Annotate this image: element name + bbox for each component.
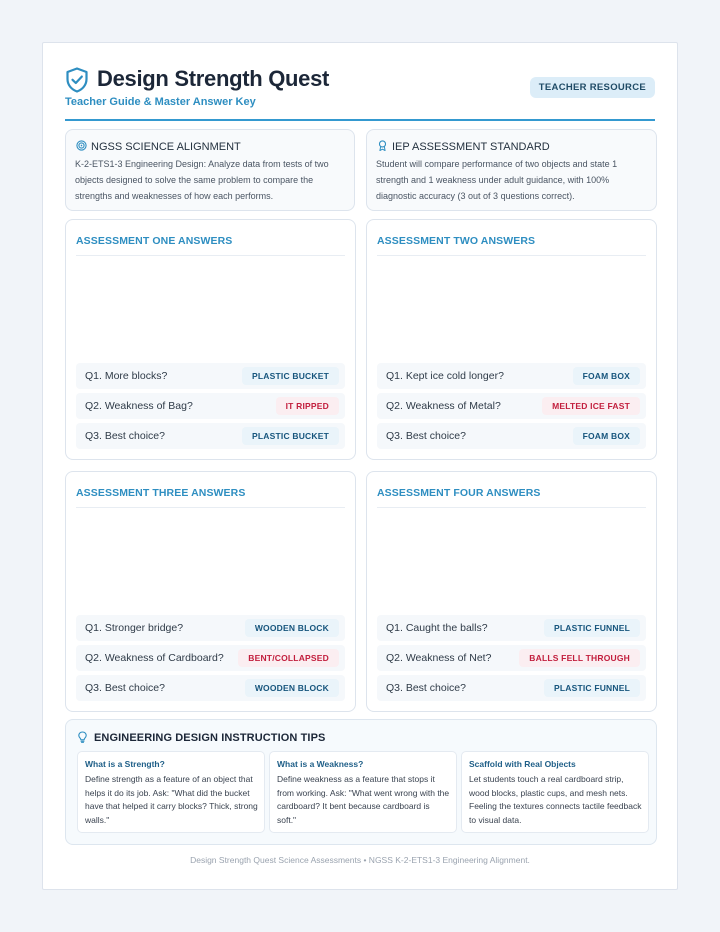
ngss-text: K-2-ETS1-3 Engineering Design: Analyze data from tests of two objects designed to solve the same problem to compare the strengths and weaknesses of how each performs. xyxy=(75,159,329,201)
tip-card xyxy=(77,751,265,833)
answer-badge: WOODEN BLOCK xyxy=(245,679,339,697)
iep-text: Student will compare performance of two objects and state 1 strength and 1 weakness under adult guidance, with 100% diagnostic accuracy (3 out of 3 questions correct). xyxy=(376,159,618,201)
iep-standard-box xyxy=(366,129,657,211)
assessment-title: ASSESSMENT FOUR ANSWERS xyxy=(377,487,541,499)
tip-text: Let students touch a real cardboard strip, wood blocks, plastic cups, and mesh nets. Feeling the textures connects tactile feedback to visual data. xyxy=(469,774,642,825)
page-sheet xyxy=(42,42,678,890)
answer-badge: FOAM BOX xyxy=(573,427,640,445)
shield-check-icon xyxy=(65,67,89,93)
tips-heading-label: ENGINEERING DESIGN INSTRUCTION TIPS xyxy=(94,732,326,744)
tip-text: Define weakness as a feature that stops it from working. Ask: "What went wrong with the cardboard? It bent because cardboard is soft." xyxy=(277,774,450,825)
answer-row xyxy=(377,615,646,641)
lightbulb-icon xyxy=(77,731,88,743)
question-label: Q2. Weakness of Cardboard? xyxy=(85,652,224,664)
card-divider xyxy=(76,507,345,508)
card-divider xyxy=(377,507,646,508)
teacher-resource-badge: TEACHER RESOURCE xyxy=(530,77,655,98)
question-label: Q1. Stronger bridge? xyxy=(85,622,184,634)
card-divider xyxy=(377,255,646,256)
answer-badge: PLASTIC FUNNEL xyxy=(544,619,640,637)
answer-row xyxy=(377,423,646,449)
iep-heading-label: IEP ASSESSMENT STANDARD xyxy=(392,141,550,153)
answer-row xyxy=(76,645,345,671)
answer-badge: PLASTIC FUNNEL xyxy=(544,679,640,697)
answer-row xyxy=(377,675,646,701)
page-footer: Design Strength Quest Science Assessments • NGSS K-2-ETS1-3 Engineering Alignment. xyxy=(190,855,530,865)
answer-badge: MELTED ICE FAST xyxy=(542,397,640,415)
answer-row xyxy=(377,363,646,389)
assessment-title: ASSESSMENT TWO ANSWERS xyxy=(377,235,536,247)
tip-title: What is a Weakness? xyxy=(277,759,364,769)
iep-heading xyxy=(377,140,550,153)
question-label: Q1. Kept ice cold longer? xyxy=(386,370,504,382)
tip-card xyxy=(461,751,649,833)
answer-row xyxy=(377,393,646,419)
answer-row xyxy=(76,423,345,449)
card-divider xyxy=(76,255,345,256)
answer-badge: PLASTIC BUCKET xyxy=(242,427,339,445)
answer-badge: IT RIPPED xyxy=(276,397,339,415)
question-label: Q2. Weakness of Net? xyxy=(386,652,492,664)
answer-badge: PLASTIC BUCKET xyxy=(242,367,339,385)
question-label: Q2. Weakness of Bag? xyxy=(85,400,193,412)
answer-row xyxy=(76,675,345,701)
page-subtitle: Teacher Guide & Master Answer Key xyxy=(65,96,256,108)
question-label: Q2. Weakness of Metal? xyxy=(386,400,501,412)
question-label: Q3. Best choice? xyxy=(85,430,165,442)
header-divider xyxy=(65,119,655,121)
answer-row xyxy=(76,363,345,389)
question-label: Q3. Best choice? xyxy=(386,430,466,442)
answer-row xyxy=(377,645,646,671)
answer-badge: FOAM BOX xyxy=(573,367,640,385)
ngss-heading-label: NGSS SCIENCE ALIGNMENT xyxy=(91,141,241,153)
tip-text: Define strength as a feature of an object that helps it do its job. Ask: "What did the bucket have that helped it carry blocks? Thick, strong walls." xyxy=(85,774,258,825)
instruction-tips-panel xyxy=(65,719,657,845)
assessment-one-card xyxy=(65,219,356,460)
tip-card xyxy=(269,751,457,833)
answer-badge: WOODEN BLOCK xyxy=(245,619,339,637)
answer-badge: BALLS FELL THROUGH xyxy=(519,649,640,667)
answer-row xyxy=(76,615,345,641)
assessment-three-card xyxy=(65,471,356,712)
assessment-title: ASSESSMENT THREE ANSWERS xyxy=(76,487,246,499)
ngss-alignment-box xyxy=(65,129,355,211)
question-label: Q1. More blocks? xyxy=(85,370,168,382)
answer-row xyxy=(76,393,345,419)
tips-heading xyxy=(77,731,325,744)
ngss-heading xyxy=(76,140,241,153)
target-icon xyxy=(76,140,87,151)
assessment-title: ASSESSMENT ONE ANSWERS xyxy=(76,235,233,247)
assessment-two-card xyxy=(366,219,657,460)
question-label: Q3. Best choice? xyxy=(85,682,165,694)
question-label: Q3. Best choice? xyxy=(386,682,466,694)
assessment-four-card xyxy=(366,471,657,712)
award-icon xyxy=(377,140,388,151)
tip-title: What is a Strength? xyxy=(85,759,165,769)
page-header xyxy=(65,65,655,121)
answer-badge: BENT/COLLAPSED xyxy=(238,649,339,667)
page-title: Design Strength Quest xyxy=(97,66,330,91)
tip-title: Scaffold with Real Objects xyxy=(469,759,576,769)
question-label: Q1. Caught the balls? xyxy=(386,622,488,634)
